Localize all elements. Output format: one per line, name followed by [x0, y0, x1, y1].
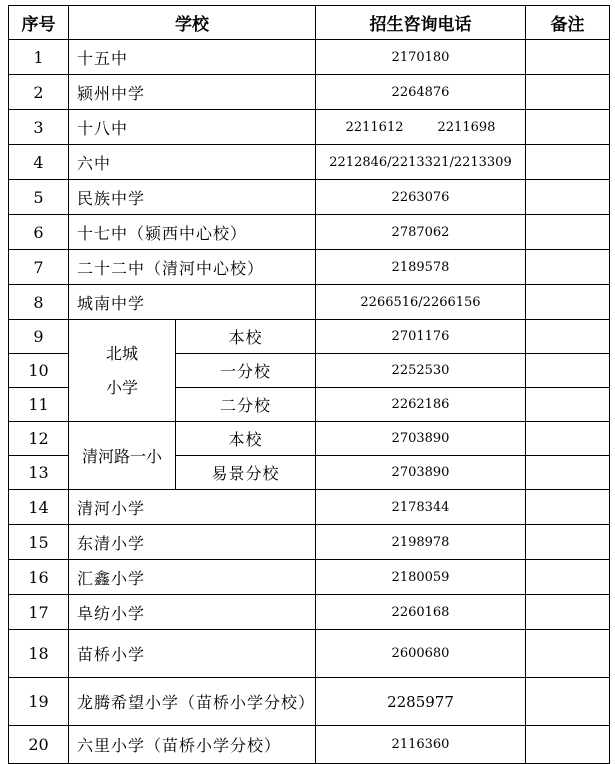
table-row — [9, 525, 610, 560]
row-index: 12 — [9, 422, 69, 456]
table-row — [9, 560, 610, 595]
row-school: 十七中（颍西中心校） — [69, 215, 316, 250]
header-phone: 招生咨询电话 — [316, 6, 526, 40]
row-phone: 2787062 — [316, 215, 526, 250]
row-phone — [316, 110, 526, 145]
row-phone: 2260168 — [316, 595, 526, 630]
row-note — [526, 388, 610, 422]
table-header-row — [9, 6, 610, 40]
row-school: 颍州中学 — [69, 75, 316, 110]
row-phone: 2189578 — [316, 250, 526, 285]
row-phone: 2170180 — [316, 40, 526, 75]
table-row — [9, 630, 610, 678]
row-phone: 2263076 — [316, 180, 526, 215]
table-row — [9, 422, 610, 456]
table-row — [9, 595, 610, 630]
row-index: 13 — [9, 456, 69, 490]
row-school: 城南中学 — [69, 285, 316, 320]
row-index: 19 — [9, 678, 69, 726]
row-note — [526, 320, 610, 354]
header-school: 学校 — [69, 6, 316, 40]
row-phone: 2116360 — [316, 726, 526, 764]
row-index: 15 — [9, 525, 69, 560]
row-index: 18 — [9, 630, 69, 678]
row-note — [526, 490, 610, 525]
row-school: 清河小学 — [69, 490, 316, 525]
group-beicheng-line1: 北城 — [105, 343, 138, 363]
row-phone: 2285977 — [316, 678, 526, 726]
row-note — [526, 726, 610, 764]
table-row — [9, 726, 610, 764]
row-note — [526, 215, 610, 250]
row-index: 5 — [9, 180, 69, 215]
table-row — [9, 678, 610, 726]
row-school: 汇鑫小学 — [69, 560, 316, 595]
row-index: 9 — [9, 320, 69, 354]
table-row — [9, 250, 610, 285]
row-branch: 二分校 — [176, 388, 316, 422]
table-row — [9, 40, 610, 75]
row-phone: 2600680 — [316, 630, 526, 678]
row-school: 龙腾希望小学（苗桥小学分校） — [69, 678, 316, 726]
row-note — [526, 250, 610, 285]
row-phone-a: 2211612 — [345, 119, 404, 135]
row-branch: 一分校 — [176, 354, 316, 388]
row-index: 4 — [9, 145, 69, 180]
row-school: 东清小学 — [69, 525, 316, 560]
row-note — [526, 678, 610, 726]
row-note — [526, 75, 610, 110]
row-phone: 2703890 — [316, 422, 526, 456]
row-phone: 2180059 — [316, 560, 526, 595]
row-index: 7 — [9, 250, 69, 285]
row-note — [526, 456, 610, 490]
row-note — [526, 145, 610, 180]
table-row — [9, 110, 610, 145]
table-row — [9, 285, 610, 320]
row-note — [526, 40, 610, 75]
row-index: 14 — [9, 490, 69, 525]
row-phone: 2266516/2266156 — [316, 285, 526, 320]
row-note — [526, 595, 610, 630]
row-school: 二十二中（清河中心校） — [69, 250, 316, 285]
row-phone: 2703890 — [316, 456, 526, 490]
row-phone: 2264876 — [316, 75, 526, 110]
group-beicheng-line2: 小学 — [105, 377, 138, 397]
row-school: 十八中 — [69, 110, 316, 145]
header-index: 序号 — [9, 6, 69, 40]
row-note — [526, 110, 610, 145]
row-branch: 本校 — [176, 320, 316, 354]
table-row — [9, 145, 610, 180]
row-index: 8 — [9, 285, 69, 320]
row-school: 六里小学（苗桥小学分校） — [69, 726, 316, 764]
row-phone-b: 2211698 — [437, 119, 496, 135]
school-phone-table — [8, 5, 610, 764]
row-index: 10 — [9, 354, 69, 388]
row-phone: 2701176 — [316, 320, 526, 354]
row-branch: 本校 — [176, 422, 316, 456]
row-phone: 2252530 — [316, 354, 526, 388]
row-note — [526, 354, 610, 388]
row-branch: 易景分校 — [176, 456, 316, 490]
row-index: 2 — [9, 75, 69, 110]
row-school: 阜纺小学 — [69, 595, 316, 630]
row-index: 1 — [9, 40, 69, 75]
group-beicheng — [69, 320, 176, 422]
row-note — [526, 560, 610, 595]
table-row — [9, 320, 610, 354]
row-index: 3 — [9, 110, 69, 145]
row-phone: 2178344 — [316, 490, 526, 525]
row-phone: 2198978 — [316, 525, 526, 560]
group-qinghe: 清河路一小 — [69, 422, 176, 490]
row-phone: 2262186 — [316, 388, 526, 422]
row-note — [526, 630, 610, 678]
row-note — [526, 180, 610, 215]
row-school: 六中 — [69, 145, 316, 180]
table-row — [9, 490, 610, 525]
row-index: 16 — [9, 560, 69, 595]
row-index: 6 — [9, 215, 69, 250]
table-row — [9, 75, 610, 110]
row-index: 20 — [9, 726, 69, 764]
row-phone: 2212846/2213321/2213309 — [316, 145, 526, 180]
table-row — [9, 215, 610, 250]
table-row — [9, 180, 610, 215]
header-note: 备注 — [526, 6, 610, 40]
row-note — [526, 285, 610, 320]
row-school: 苗桥小学 — [69, 630, 316, 678]
row-note — [526, 422, 610, 456]
row-school: 十五中 — [69, 40, 316, 75]
row-index: 11 — [9, 388, 69, 422]
row-school: 民族中学 — [69, 180, 316, 215]
row-index: 17 — [9, 595, 69, 630]
row-note — [526, 525, 610, 560]
